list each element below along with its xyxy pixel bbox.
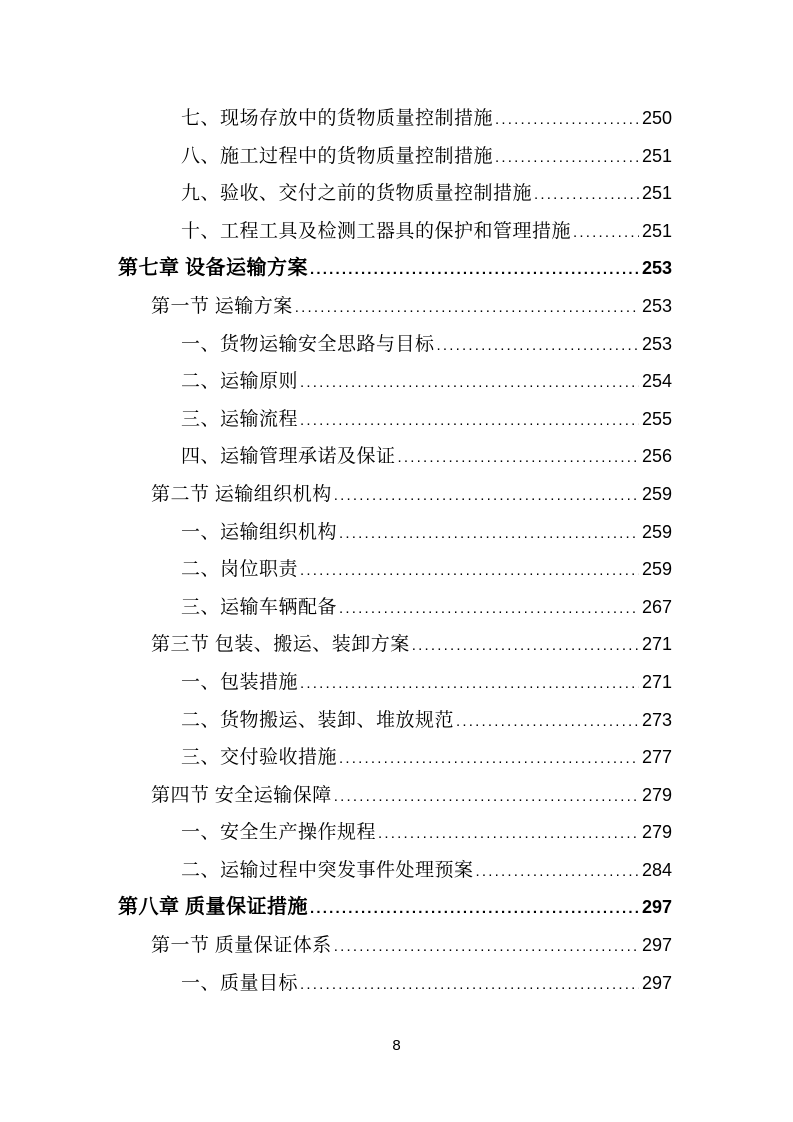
toc-entry-page-number: 251 xyxy=(641,220,672,241)
toc-entry-page-number: 297 xyxy=(641,972,672,993)
toc-entry-title: 二、运输原则 xyxy=(181,371,299,393)
toc-entry-title: 四、运输管理承诺及保证 xyxy=(181,446,396,468)
toc-dot-leader xyxy=(495,100,639,139)
toc-dot-leader xyxy=(300,401,639,440)
toc-entry-item[interactable] xyxy=(118,852,672,890)
toc-entry-item[interactable] xyxy=(118,664,672,702)
toc-entry-title: 第八章 质量保证措施 xyxy=(118,896,308,919)
toc-entry-title: 一、运输组织机构 xyxy=(181,521,338,543)
toc-entry-item[interactable] xyxy=(118,814,672,852)
toc-entry-page-number: 279 xyxy=(641,784,672,805)
toc-entry-page-number: 253 xyxy=(641,258,672,279)
toc-entry-section[interactable] xyxy=(118,288,672,326)
toc-dot-leader xyxy=(339,589,639,628)
toc-entry-title: 第四节 安全运输保障 xyxy=(151,784,332,806)
toc-dot-leader xyxy=(573,213,639,252)
toc-entry-title: 第七章 设备运输方案 xyxy=(118,257,308,280)
toc-entry-item[interactable] xyxy=(118,138,672,176)
toc-dot-leader xyxy=(310,250,639,289)
toc-entry-page-number: 253 xyxy=(641,295,672,316)
toc-entry-item[interactable] xyxy=(118,965,672,1003)
toc-entry-item[interactable] xyxy=(118,363,672,401)
toc-entry-title: 第二节 运输组织机构 xyxy=(151,483,332,505)
page-footer xyxy=(0,1037,793,1054)
toc-entry-page-number: 279 xyxy=(641,822,672,843)
toc-entry-title: 第一节 运输方案 xyxy=(151,295,293,317)
toc-entry-title: 二、货物搬运、装卸、堆放规范 xyxy=(181,709,455,731)
toc-entry-item[interactable] xyxy=(118,401,672,439)
toc-entry-page-number: 267 xyxy=(641,596,672,617)
toc-entry-title: 十、工程工具及检测工器具的保护和管理措施 xyxy=(181,220,572,242)
toc-entry-section[interactable] xyxy=(118,777,672,815)
toc-entry-item[interactable] xyxy=(118,702,672,740)
toc-entry-page-number: 254 xyxy=(641,371,672,392)
toc-entry-page-number: 284 xyxy=(641,859,672,880)
toc-entry-item[interactable] xyxy=(118,514,672,552)
toc-entry-title: 八、施工过程中的货物质量控制措施 xyxy=(181,145,494,167)
toc-entry-chapter[interactable] xyxy=(118,889,672,927)
toc-entry-page-number: 273 xyxy=(641,709,672,730)
toc-entry-page-number: 277 xyxy=(641,747,672,768)
toc-entry-item[interactable] xyxy=(118,326,672,364)
toc-entry-page-number: 255 xyxy=(641,408,672,429)
toc-dot-leader xyxy=(300,965,639,1004)
toc-entry-item[interactable] xyxy=(118,213,672,251)
toc-entry-page-number: 251 xyxy=(641,183,672,204)
toc-entry-page-number: 271 xyxy=(641,634,672,655)
toc-entry-section[interactable] xyxy=(118,626,672,664)
toc-dot-leader xyxy=(339,739,639,778)
toc-dot-leader xyxy=(300,664,639,703)
toc-dot-leader xyxy=(300,551,639,590)
toc-entry-item[interactable] xyxy=(118,739,672,777)
toc-entry-title: 一、包装措施 xyxy=(181,671,299,693)
toc-dot-leader xyxy=(534,175,639,214)
toc-entry-chapter[interactable] xyxy=(118,250,672,288)
toc-entry-title: 三、运输流程 xyxy=(181,408,299,430)
toc-dot-leader xyxy=(334,476,639,515)
table-of-contents xyxy=(118,100,672,1002)
toc-entry-title: 一、安全生产操作规程 xyxy=(181,822,377,844)
toc-dot-leader xyxy=(334,777,639,816)
toc-entry-title: 第一节 质量保证体系 xyxy=(151,935,332,957)
toc-entry-section[interactable] xyxy=(118,927,672,965)
toc-entry-item[interactable] xyxy=(118,175,672,213)
toc-dot-leader xyxy=(295,288,639,327)
toc-entry-title: 七、现场存放中的货物质量控制措施 xyxy=(181,108,494,129)
toc-entry-page-number: 271 xyxy=(641,671,672,692)
toc-entry-title: 一、货物运输安全思路与目标 xyxy=(181,333,435,355)
toc-entry-title: 三、交付验收措施 xyxy=(181,747,338,769)
toc-entry-page-number: 297 xyxy=(641,935,672,956)
toc-entry-page-number: 259 xyxy=(641,483,672,504)
toc-entry-title: 第三节 包装、搬运、装卸方案 xyxy=(151,634,410,656)
toc-entry-page-number: 250 xyxy=(641,108,672,128)
toc-dot-leader xyxy=(456,702,639,741)
toc-entry-page-number: 259 xyxy=(641,521,672,542)
page-number: 8 xyxy=(392,1037,401,1054)
toc-dot-leader xyxy=(378,814,639,853)
toc-entry-page-number: 297 xyxy=(641,897,672,918)
toc-entry-page-number: 251 xyxy=(641,145,672,166)
toc-entry-page-number: 256 xyxy=(641,446,672,467)
toc-entry-title: 二、岗位职责 xyxy=(181,559,299,581)
toc-dot-leader xyxy=(339,514,639,553)
toc-entry-title: 三、运输车辆配备 xyxy=(181,596,338,618)
toc-dot-leader xyxy=(334,927,639,966)
toc-dot-leader xyxy=(300,363,639,402)
toc-dot-leader xyxy=(495,138,639,177)
toc-entry-item[interactable] xyxy=(118,438,672,476)
toc-entry-item[interactable] xyxy=(118,551,672,589)
toc-entry-title: 二、运输过程中突发事件处理预案 xyxy=(181,859,474,881)
toc-dot-leader xyxy=(437,326,639,365)
toc-entry-section[interactable] xyxy=(118,476,672,514)
toc-entry-page-number: 253 xyxy=(641,333,672,354)
toc-dot-leader xyxy=(310,889,639,928)
toc-entry-title: 一、质量目标 xyxy=(181,972,299,994)
toc-dot-leader xyxy=(476,852,639,891)
toc-dot-leader xyxy=(398,438,639,477)
toc-entry-item[interactable] xyxy=(118,589,672,627)
toc-dot-leader xyxy=(412,626,639,665)
toc-entry-item[interactable] xyxy=(118,100,672,138)
toc-entry-page-number: 259 xyxy=(641,559,672,580)
toc-entry-title: 九、验收、交付之前的货物质量控制措施 xyxy=(181,183,533,205)
